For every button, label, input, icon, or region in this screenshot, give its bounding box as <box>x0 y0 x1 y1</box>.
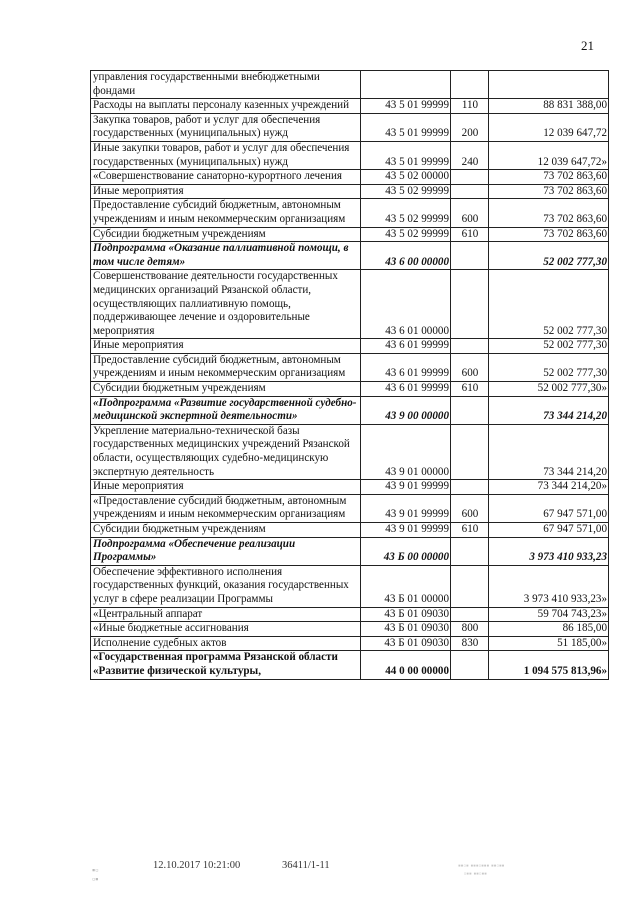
row-sum-cell: 12 039 647,72 <box>489 113 609 141</box>
row-sum-cell: 3 973 410 933,23» <box>489 565 609 607</box>
row-code-cell: 43 5 02 99999 <box>361 227 451 242</box>
row-expense-type-cell: 600 <box>451 199 489 227</box>
row-code-cell: 43 5 01 99999 <box>361 99 451 114</box>
row-sum-cell: 52 002 777,30 <box>489 270 609 339</box>
row-name-cell: «Совершенствование санаторно-курортного лечения <box>91 170 361 185</box>
row-code-cell: 43 5 01 99999 <box>361 113 451 141</box>
table-row <box>91 71 609 99</box>
row-code-cell: 43 9 01 99999 <box>361 494 451 522</box>
row-code-cell: 43 5 02 99999 <box>361 199 451 227</box>
row-sum-cell: 73 702 863,60 <box>489 184 609 199</box>
row-sum-cell: 73 702 863,60 <box>489 227 609 242</box>
table-row <box>91 537 609 565</box>
row-code-cell: 43 6 00 00000 <box>361 242 451 270</box>
row-sum-cell: 73 344 214,20» <box>489 480 609 495</box>
footer-document-id: 36411/1-11 <box>282 860 330 871</box>
row-expense-type-cell <box>451 396 489 424</box>
row-expense-type-cell <box>451 270 489 339</box>
row-code-cell: 43 9 01 99999 <box>361 523 451 538</box>
row-code-cell <box>361 71 451 99</box>
page-number: 21 <box>581 38 594 53</box>
row-code-cell: 43 Б 00 00000 <box>361 537 451 565</box>
row-expense-type-cell: 110 <box>451 99 489 114</box>
row-expense-type-cell <box>451 480 489 495</box>
row-sum-cell: 73 344 214,20 <box>489 396 609 424</box>
row-code-cell: 43 5 02 00000 <box>361 170 451 185</box>
table-row <box>91 353 609 381</box>
table-row <box>91 651 609 679</box>
row-sum-cell <box>489 71 609 99</box>
table-row <box>91 494 609 522</box>
row-name-cell: Субсидии бюджетным учреждениям <box>91 227 361 242</box>
row-expense-type-cell: 610 <box>451 523 489 538</box>
row-expense-type-cell: 610 <box>451 382 489 397</box>
row-code-cell: 43 6 01 00000 <box>361 270 451 339</box>
row-expense-type-cell: 830 <box>451 636 489 651</box>
row-expense-type-cell: 200 <box>451 113 489 141</box>
row-name-cell: «Иные бюджетные ассигнования <box>91 622 361 637</box>
row-expense-type-cell <box>451 242 489 270</box>
row-sum-cell: 73 702 863,60 <box>489 199 609 227</box>
budget-table-body <box>91 71 609 680</box>
row-name-cell: управления государственными внебюджетными фондами <box>91 71 361 99</box>
table-row <box>91 199 609 227</box>
row-expense-type-cell <box>451 651 489 679</box>
row-name-cell: Исполнение судебных актов <box>91 636 361 651</box>
faint-stamp-mark: ▪▪▫▪ ▪▪▪▫▪▪▪ ▪▪▫▪▪ ▫▪▪ ▪▪▫▪▪ <box>458 861 505 878</box>
row-sum-cell: 52 002 777,30» <box>489 382 609 397</box>
table-row <box>91 565 609 607</box>
row-name-cell: «Государственная программа Рязанской области «Развитие физической культуры, <box>91 651 361 679</box>
row-sum-cell: 86 185,00 <box>489 622 609 637</box>
row-sum-cell: 52 002 777,30 <box>489 242 609 270</box>
row-code-cell: 44 0 00 00000 <box>361 651 451 679</box>
row-sum-cell: 52 002 777,30 <box>489 339 609 354</box>
table-row <box>91 607 609 622</box>
row-sum-cell: 88 831 388,00 <box>489 99 609 114</box>
row-code-cell: 43 9 01 00000 <box>361 424 451 479</box>
table-row <box>91 339 609 354</box>
row-name-cell: Расходы на выплаты персоналу казенных учреждений <box>91 99 361 114</box>
row-expense-type-cell: 610 <box>451 227 489 242</box>
row-name-cell: Подпрограмма «Обеспечение реализации Программы» <box>91 537 361 565</box>
table-row <box>91 396 609 424</box>
row-sum-cell: 52 002 777,30 <box>489 353 609 381</box>
table-row <box>91 227 609 242</box>
row-name-cell: Закупка товаров, работ и услуг для обеспечения государственных (муниципальных) нужд <box>91 113 361 141</box>
row-code-cell: 43 6 01 99999 <box>361 353 451 381</box>
table-row <box>91 424 609 479</box>
table-row <box>91 480 609 495</box>
row-name-cell: Иные мероприятия <box>91 184 361 199</box>
row-expense-type-cell <box>451 537 489 565</box>
budget-table <box>90 70 609 680</box>
row-name-cell: Совершенствование деятельности государственных медицинских организаций Рязанской области, осуществляющих паллиативную помощь, поддерживающее лечение и оздоровительные мероприятия <box>91 270 361 339</box>
row-sum-cell: 67 947 571,00 <box>489 523 609 538</box>
row-name-cell: Иные мероприятия <box>91 480 361 495</box>
row-name-cell: «Подпрограмма «Развитие государственной судебно-медицинской экспертной деятельности» <box>91 396 361 424</box>
row-code-cell: 43 9 01 99999 <box>361 480 451 495</box>
registration-stamp-mark: ▪▫ ▫▪ <box>92 865 99 884</box>
table-row <box>91 636 609 651</box>
table-row <box>91 382 609 397</box>
row-expense-type-cell <box>451 184 489 199</box>
row-expense-type-cell <box>451 170 489 185</box>
row-expense-type-cell: 600 <box>451 353 489 381</box>
row-sum-cell: 51 185,00» <box>489 636 609 651</box>
row-expense-type-cell <box>451 607 489 622</box>
row-sum-cell: 67 947 571,00 <box>489 494 609 522</box>
table-row <box>91 622 609 637</box>
table-row <box>91 99 609 114</box>
row-name-cell: Иные закупки товаров, работ и услуг для обеспечения государственных (муниципальных) нужд <box>91 141 361 169</box>
row-code-cell: 43 6 01 99999 <box>361 339 451 354</box>
row-expense-type-cell <box>451 424 489 479</box>
table-row <box>91 242 609 270</box>
row-expense-type-cell <box>451 71 489 99</box>
footer-timestamp: 12.10.2017 10:21:00 <box>153 860 241 871</box>
row-code-cell: 43 9 00 00000 <box>361 396 451 424</box>
row-sum-cell: 12 039 647,72» <box>489 141 609 169</box>
row-expense-type-cell: 240 <box>451 141 489 169</box>
row-sum-cell: 73 702 863,60 <box>489 170 609 185</box>
row-expense-type-cell <box>451 339 489 354</box>
row-code-cell: 43 Б 01 09030 <box>361 622 451 637</box>
row-name-cell: Иные мероприятия <box>91 339 361 354</box>
row-name-cell: Субсидии бюджетным учреждениям <box>91 523 361 538</box>
table-row <box>91 270 609 339</box>
row-code-cell: 43 Б 01 00000 <box>361 565 451 607</box>
table-row <box>91 170 609 185</box>
row-sum-cell: 1 094 575 813,96» <box>489 651 609 679</box>
row-code-cell: 43 Б 01 09030 <box>361 607 451 622</box>
row-code-cell: 43 5 01 99999 <box>361 141 451 169</box>
row-name-cell: Обеспечение эффективного исполнения государственных функций, оказания государственных услуг в сфере реализации Программы <box>91 565 361 607</box>
table-row <box>91 184 609 199</box>
table-row <box>91 523 609 538</box>
table-row <box>91 113 609 141</box>
row-expense-type-cell: 600 <box>451 494 489 522</box>
row-name-cell: Субсидии бюджетным учреждениям <box>91 382 361 397</box>
table-row <box>91 141 609 169</box>
row-code-cell: 43 6 01 99999 <box>361 382 451 397</box>
row-expense-type-cell: 800 <box>451 622 489 637</box>
row-name-cell: «Центральный аппарат <box>91 607 361 622</box>
row-code-cell: 43 5 02 99999 <box>361 184 451 199</box>
row-name-cell: Предоставление субсидий бюджетным, автономным учреждениям и иным некоммерческим организациям <box>91 199 361 227</box>
row-code-cell: 43 Б 01 09030 <box>361 636 451 651</box>
row-expense-type-cell <box>451 565 489 607</box>
row-name-cell: Укрепление материально-технической базы государственных медицинских учреждений Рязанской области, осуществляющих судебно-медицинскую экспертную деятельность <box>91 424 361 479</box>
row-sum-cell: 73 344 214,20 <box>489 424 609 479</box>
row-name-cell: Подпрограмма «Оказание паллиативной помощи, в том числе детям» <box>91 242 361 270</box>
row-sum-cell: 59 704 743,23» <box>489 607 609 622</box>
row-sum-cell: 3 973 410 933,23 <box>489 537 609 565</box>
row-name-cell: «Предоставление субсидий бюджетным, автономным учреждениям и иным некоммерческим организациям <box>91 494 361 522</box>
row-name-cell: Предоставление субсидий бюджетным, автономным учреждениям и иным некоммерческим организациям <box>91 353 361 381</box>
